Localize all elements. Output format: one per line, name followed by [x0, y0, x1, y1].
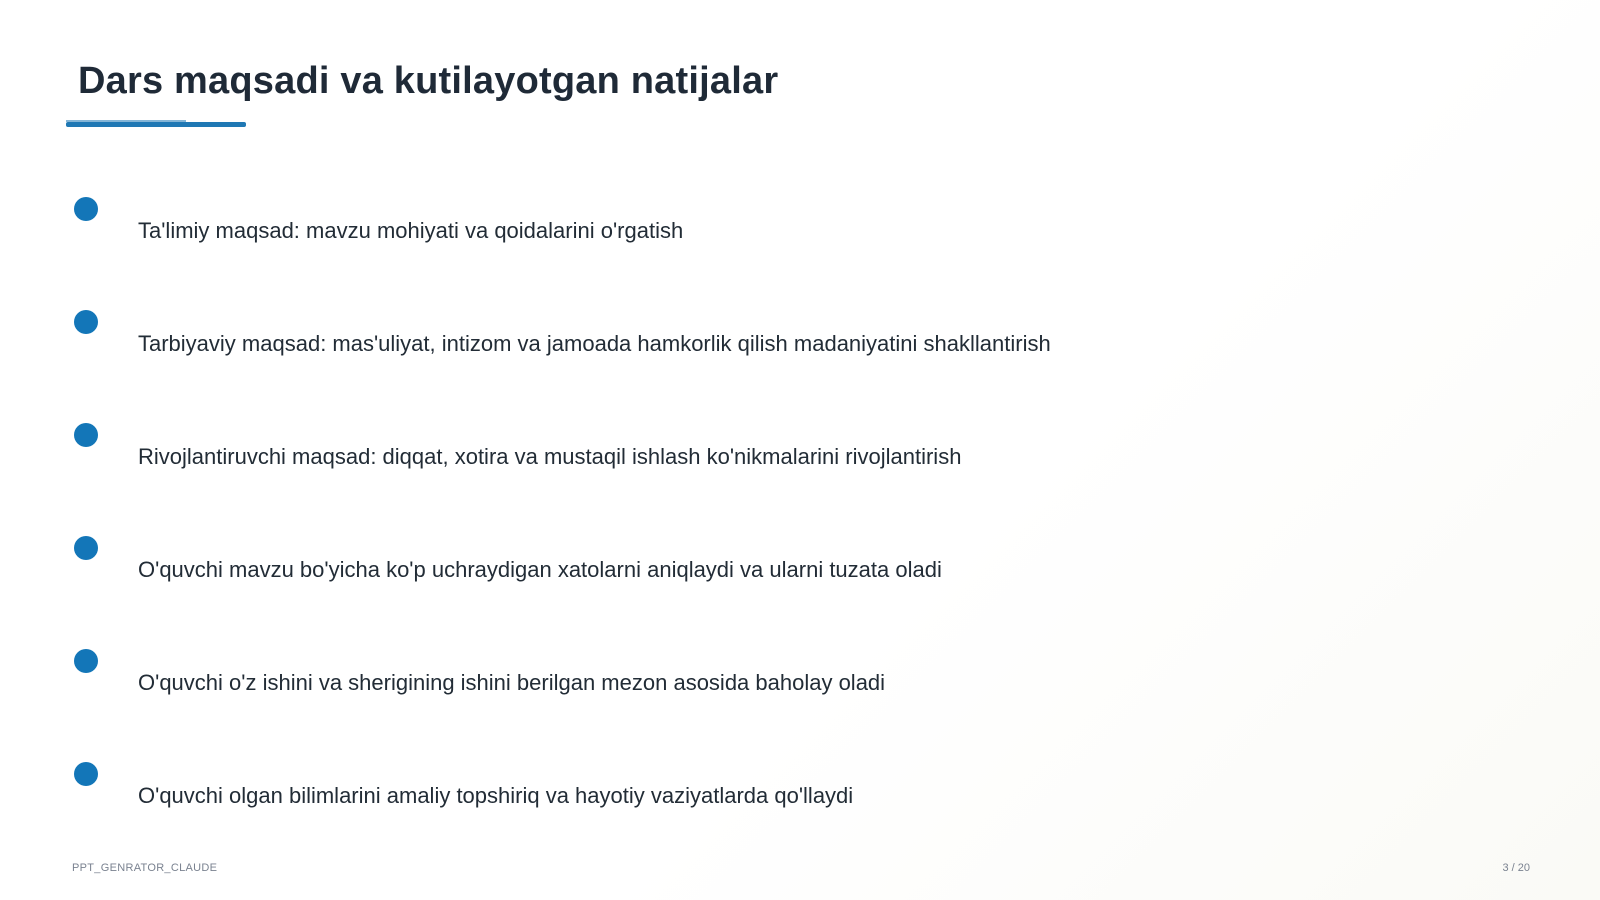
bullet-text: O'quvchi olgan bilimlarini amaliy topshiriq va hayotiy vaziyatlarda qo'llaydi — [138, 783, 854, 808]
bullet-item — [0, 646, 1400, 706]
bullet-item — [0, 533, 1400, 593]
bullet-item — [0, 759, 1400, 819]
bullet-dot-icon — [74, 536, 98, 560]
bullet-dot-icon — [74, 310, 98, 334]
slide-title: Dars maqsadi va kutilayotgan natijalar — [78, 60, 779, 102]
bullet-text: O'quvchi o'z ishini va sherigining ishini berilgan mezon asosida baholay oladi — [138, 670, 886, 695]
bullet-item — [0, 307, 1400, 367]
bullet-dot-icon — [74, 197, 98, 221]
footer-generator-label: PPT_GENRATOR_CLAUDE — [72, 862, 218, 874]
bullet-text: O'quvchi mavzu bo'yicha ko'p uchraydigan xatolarni aniqlaydi va ularni tuzata oladi — [138, 557, 942, 582]
bullet-dot-icon — [74, 649, 98, 673]
bullet-text: Ta'limiy maqsad: mavzu mohiyati va qoidalarini o'rgatish — [138, 218, 684, 243]
bullet-text: Rivojlantiruvchi maqsad: diqqat, xotira va mustaqil ishlash ko'nikmalarini rivojlantirish — [138, 444, 962, 469]
bullet-dot-icon — [74, 762, 98, 786]
bullet-item — [0, 420, 1400, 480]
page-number: 3 / 20 — [1502, 862, 1530, 874]
bullet-item — [0, 194, 1400, 254]
bullet-dot-icon — [74, 423, 98, 447]
title-underline — [66, 122, 246, 127]
bullet-text: Tarbiyaviy maqsad: mas'uliyat, intizom va jamoada hamkorlik qilish madaniyatini shakllantirish — [138, 331, 1051, 356]
